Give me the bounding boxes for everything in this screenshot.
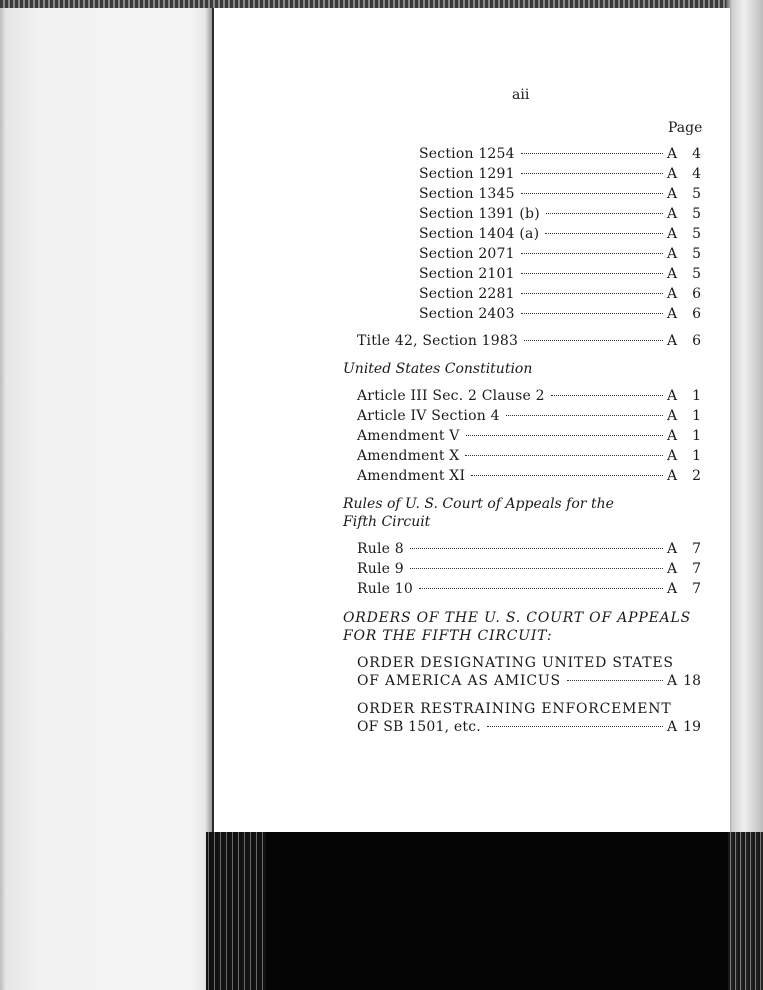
toc-entry-label: Amendment V — [357, 428, 460, 444]
toc-entry-label: Section 1345 — [419, 186, 515, 202]
toc-entry-label: Section 1404 (a) — [419, 226, 540, 242]
toc-entry — [357, 332, 701, 350]
toc-entry-page — [667, 245, 701, 263]
toc-entry-appendix: A — [667, 581, 678, 597]
toc-entry-appendix: A — [667, 286, 678, 302]
toc-entry — [419, 205, 701, 223]
toc-entry-label: Rule 9 — [357, 561, 404, 577]
section-heading-orders-line2: FOR THE FIFTH CIRCUIT: — [343, 628, 553, 644]
dot-leader — [521, 293, 663, 294]
toc-entry-page-number: 5 — [692, 186, 701, 202]
toc-entry — [357, 387, 701, 405]
toc-entry-page-number: 5 — [692, 246, 701, 262]
section-heading-orders-line1: ORDERS OF THE U. S. COURT OF APPEALS — [343, 610, 691, 626]
scan-bottom-band — [206, 832, 763, 990]
dot-leader — [471, 475, 663, 476]
toc-entry-label: Section 1391 (b) — [419, 206, 540, 222]
toc-entry — [357, 427, 701, 445]
toc-entry — [419, 165, 701, 183]
toc-entry-page — [667, 467, 701, 485]
toc-entry-label: Rule 10 — [357, 581, 413, 597]
toc-entry — [357, 560, 701, 578]
page-number: aii — [512, 87, 530, 103]
toc-entry-page-number: 18 — [683, 673, 701, 689]
order-entry-line1: ORDER DESIGNATING UNITED STATES — [357, 655, 674, 671]
toc-entry-page-number: 5 — [692, 226, 701, 242]
toc-entry-appendix: A — [667, 541, 678, 557]
toc-entry-appendix: A — [667, 719, 678, 735]
toc-entry-label: Rule 8 — [357, 541, 404, 557]
toc-entry-label: Section 2101 — [419, 266, 515, 282]
toc-entry — [419, 225, 701, 243]
toc-entry-appendix: A — [667, 206, 678, 222]
dot-leader — [487, 726, 663, 727]
toc-entry-page — [667, 560, 701, 578]
scan-bottom-strip-right — [728, 832, 763, 990]
toc-entry-page-number: 1 — [692, 388, 701, 404]
toc-entry-page — [667, 305, 701, 323]
order-entry-line1: ORDER RESTRAINING ENFORCEMENT — [357, 701, 672, 717]
scan-left-edge — [0, 0, 212, 990]
toc-entry-page — [667, 427, 701, 445]
toc-entry-appendix: A — [667, 226, 678, 242]
dot-leader — [466, 435, 663, 436]
toc-entry-page-number: 2 — [692, 468, 701, 484]
toc-entry-page-number: 4 — [692, 146, 701, 162]
toc-entry-page-number: 19 — [683, 719, 701, 735]
toc-entry-appendix: A — [667, 266, 678, 282]
section-heading-rules-line1: Rules of U. S. Court of Appeals for the — [343, 496, 614, 512]
toc-entry-page — [667, 285, 701, 303]
toc-entry-page-number: 7 — [692, 561, 701, 577]
toc-entry-appendix: A — [667, 333, 678, 349]
toc-entry-page-number: 6 — [692, 286, 701, 302]
dot-leader — [546, 213, 663, 214]
scan-bottom-strip-left — [206, 832, 266, 990]
toc-entry-page — [667, 580, 701, 598]
toc-entry-appendix: A — [667, 246, 678, 262]
toc-entry-page-number: 1 — [692, 408, 701, 424]
toc-entry-page — [667, 447, 701, 465]
toc-entry-page-number: 7 — [692, 581, 701, 597]
toc-entry-page — [667, 185, 701, 203]
toc-entry-page — [667, 672, 701, 690]
toc-entry-page-number: 6 — [692, 333, 701, 349]
toc-entry-appendix: A — [667, 673, 678, 689]
toc-entry-page-number: 1 — [692, 448, 701, 464]
dot-leader — [567, 680, 663, 681]
toc-entry-label: Section 2071 — [419, 246, 515, 262]
toc-entry — [357, 447, 701, 465]
toc-entry — [357, 540, 701, 558]
toc-entry-page — [667, 718, 701, 736]
toc-entry — [419, 305, 701, 323]
scan-top-edge — [0, 0, 763, 8]
toc-entry-page — [667, 540, 701, 558]
toc-entry-page-number: 5 — [692, 206, 701, 222]
section-heading-rules-line2: Fifth Circuit — [343, 514, 431, 530]
toc-entry-label: Section 2403 — [419, 306, 515, 322]
toc-entry-appendix: A — [667, 186, 678, 202]
toc-entry-page — [667, 145, 701, 163]
dot-leader — [410, 568, 663, 569]
toc-entry-label: OF SB 1501, etc. — [357, 719, 481, 735]
toc-entry-label: Amendment XI — [357, 468, 466, 484]
toc-entry — [357, 718, 701, 736]
toc-entry-appendix: A — [667, 388, 678, 404]
toc-entry-page — [667, 332, 701, 350]
dot-leader — [524, 340, 663, 341]
dot-leader — [545, 233, 663, 234]
toc-entry — [419, 285, 701, 303]
toc-entry-label: OF AMERICA AS AMICUS — [357, 673, 561, 689]
toc-entry-page-number: 5 — [692, 266, 701, 282]
toc-entry — [357, 407, 701, 425]
toc-entry-page-number: 7 — [692, 541, 701, 557]
toc-entry-appendix: A — [667, 146, 678, 162]
dot-leader — [465, 455, 663, 456]
toc-entry-page — [667, 205, 701, 223]
toc-entry-label: Article IV Section 4 — [357, 408, 500, 424]
dot-leader — [419, 588, 663, 589]
dot-leader — [521, 253, 663, 254]
page-column-label: Page — [668, 120, 703, 136]
toc-entry — [419, 245, 701, 263]
toc-entry-page-number: 6 — [692, 306, 701, 322]
toc-entry — [357, 672, 701, 690]
toc-entry-appendix: A — [667, 408, 678, 424]
toc-entry-page — [667, 265, 701, 283]
dot-leader — [521, 193, 663, 194]
dot-leader — [521, 313, 663, 314]
toc-entry-label: Title 42, Section 1983 — [357, 333, 519, 349]
toc-entry-appendix: A — [667, 468, 678, 484]
toc-entry-label: Section 1254 — [419, 146, 515, 162]
toc-entry — [357, 580, 701, 598]
dot-leader — [410, 548, 663, 549]
toc-entry — [419, 185, 701, 203]
toc-entry-appendix: A — [667, 306, 678, 322]
toc-entry — [357, 467, 701, 485]
toc-entry-appendix: A — [667, 448, 678, 464]
toc-entry-page — [667, 225, 701, 243]
toc-entry-page — [667, 407, 701, 425]
dot-leader — [551, 395, 663, 396]
toc-entry-page — [667, 165, 701, 183]
toc-entry — [419, 145, 701, 163]
toc-entry-appendix: A — [667, 561, 678, 577]
section-heading-constitution: United States Constitution — [343, 361, 533, 377]
toc-entry-appendix: A — [667, 166, 678, 182]
dot-leader — [521, 173, 663, 174]
toc-entry — [419, 265, 701, 283]
dot-leader — [521, 153, 663, 154]
dot-leader — [506, 415, 663, 416]
toc-entry-appendix: A — [667, 428, 678, 444]
toc-entry-page-number: 1 — [692, 428, 701, 444]
toc-entry-label: Article III Sec. 2 Clause 2 — [357, 388, 545, 404]
dot-leader — [521, 273, 663, 274]
toc-entry-label: Amendment X — [357, 448, 460, 464]
toc-entry-label: Section 1291 — [419, 166, 515, 182]
toc-entry-page-number: 4 — [692, 166, 701, 182]
toc-entry-label: Section 2281 — [419, 286, 515, 302]
toc-entry-page — [667, 387, 701, 405]
